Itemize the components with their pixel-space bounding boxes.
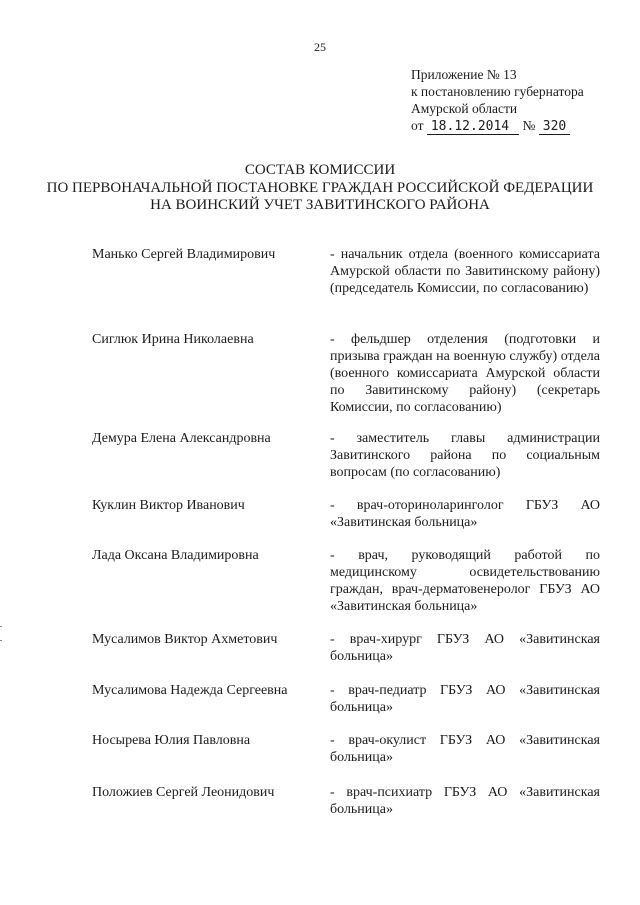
member-role: - врач-педиатр ГБУЗ АО «Завитинская больница» bbox=[330, 683, 600, 715]
member-role: - начальник отдела (военного комиссариата Амурской области по Завитинскому району) (председатель Комиссии, по согласованию) bbox=[330, 247, 600, 296]
from-label: от bbox=[411, 118, 424, 133]
member-name: Мусалимов Виктор Ахметович bbox=[92, 632, 278, 647]
appendix-header bbox=[411, 66, 584, 135]
scan-margin-mark bbox=[0, 640, 2, 641]
page-number: 25 bbox=[314, 40, 326, 54]
member-name: Положиев Сергей Леонидович bbox=[92, 785, 275, 800]
number-label: № bbox=[522, 118, 536, 133]
member-name: Куклин Виктор Иванович bbox=[92, 498, 245, 513]
member-name: Мусалимова Надежда Сергеевна bbox=[92, 683, 288, 698]
member-role: - врач-психиатр ГБУЗ АО «Завитинская больница» bbox=[330, 785, 600, 817]
member-role: - заместитель главы администрации Завитинского района по социальным вопросам (по согласованию) bbox=[330, 431, 600, 480]
scan-margin-mark bbox=[0, 626, 2, 627]
title-line-1: СОСТАВ КОМИССИИ bbox=[244, 162, 396, 178]
resolution-date: 18.12.2014 bbox=[427, 119, 519, 135]
member-name: Лада Оксана Владимировна bbox=[92, 548, 259, 563]
member-role: - врач-оториноларинголог ГБУЗ АО «Завитинская больница» bbox=[330, 498, 600, 530]
member-name: Манько Сергей Владимирович bbox=[92, 247, 276, 262]
member-name: Носырева Юлия Павловна bbox=[92, 733, 251, 748]
appendix-line-1: Приложение № 13 bbox=[411, 67, 517, 82]
document-title bbox=[0, 162, 640, 215]
member-name: Демура Елена Александровна bbox=[92, 431, 271, 446]
member-role: - фельдшер отделения (подготовки и призыва граждан на военную службу) отдела (военного комиссариата Амурской области по Завитинскому району) (секретарь Комиссии, по согласованию) bbox=[330, 332, 600, 415]
appendix-line-2: к постановлению губернатора bbox=[411, 84, 584, 99]
member-role: - врач-окулист ГБУЗ АО «Завитинская больница» bbox=[330, 733, 600, 765]
member-role: - врач, руководящий работой по медицинскому освидетельствованию граждан, врач-дерматовенеролог ГБУЗ АО «Завитинская больница» bbox=[330, 548, 600, 614]
member-role: - врач-хирург ГБУЗ АО «Завитинская больница» bbox=[330, 632, 600, 664]
title-line-3: НА ВОИНСКИЙ УЧЕТ ЗАВИТИНСКОГО РАЙОНА bbox=[150, 197, 490, 213]
appendix-line-3: Амурской области bbox=[411, 101, 518, 116]
appendix-date-line bbox=[411, 117, 584, 135]
member-name: Сиглюк Ирина Николаевна bbox=[92, 332, 254, 347]
resolution-number: 320 bbox=[539, 119, 570, 135]
title-line-2: ПО ПЕРВОНАЧАЛЬНОЙ ПОСТАНОВКЕ ГРАЖДАН РОССИЙСКОЙ ФЕДЕРАЦИИ bbox=[46, 179, 594, 196]
